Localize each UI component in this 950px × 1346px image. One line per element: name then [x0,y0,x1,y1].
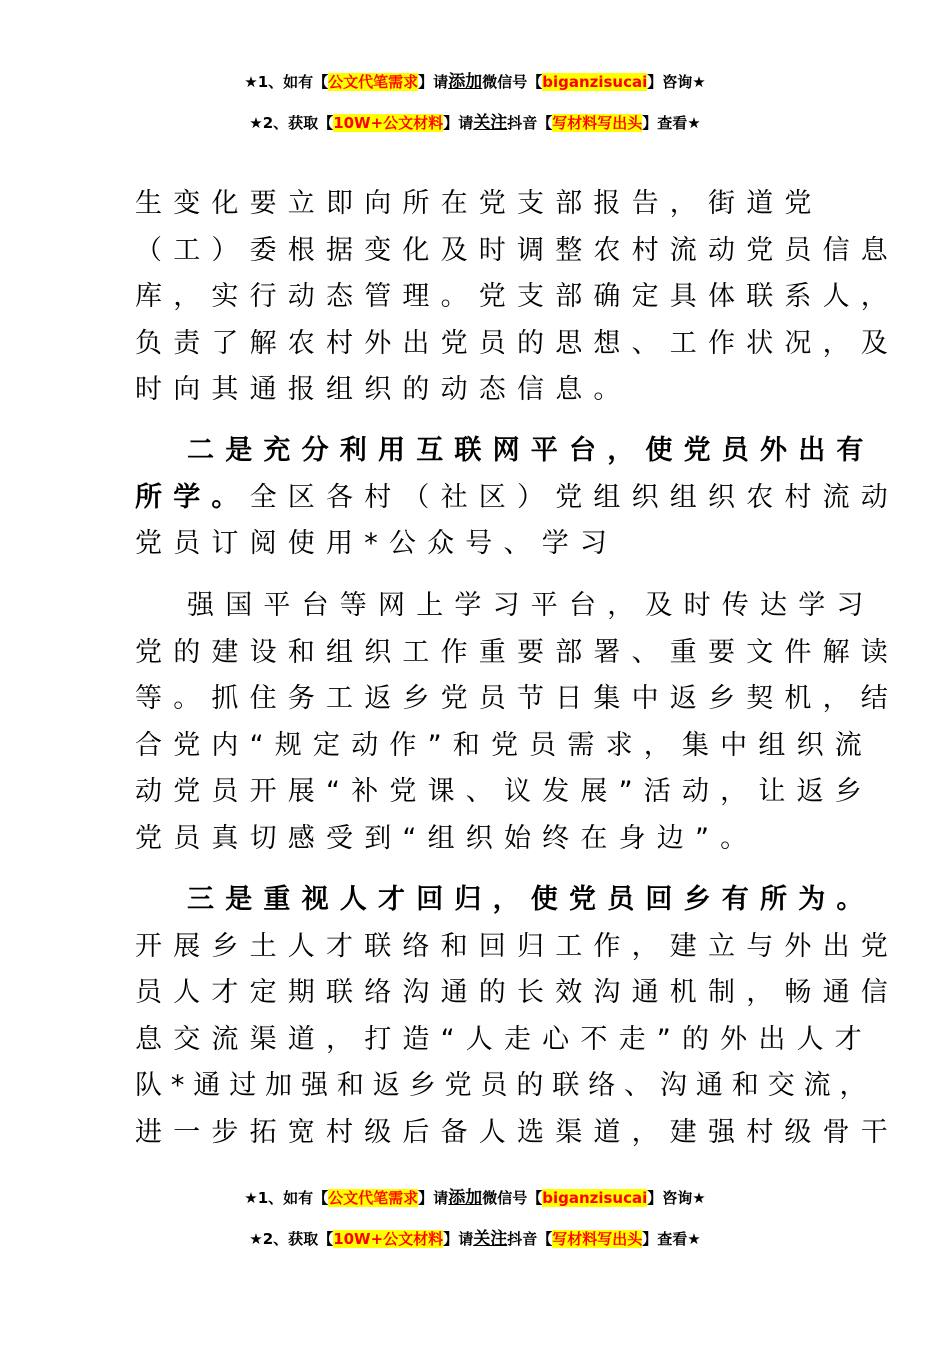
text-line: 等。抓住务工返乡党员节日集中返乡契机，结 [135,683,899,714]
body-paragraph-4 [135,877,899,1156]
text-line: 全区各村（社区）党组织组织农村流动 [249,481,900,513]
promo-text: 抖音【 [507,114,553,132]
body-paragraph-1 [135,181,899,414]
promo-emphasis: 添加 [448,1188,483,1208]
text-line: 队*通过加强和返乡党员的联络、沟通和交流， [135,1070,876,1101]
footer-promo-line-1 [0,1187,950,1209]
text-line: 生变化要立即向所在党支部报告，街道党 [135,188,823,219]
paragraph-heading: 三是重视人才回归，使党员回乡有所为。 [187,884,875,915]
promo-highlight: biganzisucai [542,73,648,91]
promo-text: 抖音【 [507,1230,553,1248]
text-line: 动党员开展“补党课、议发展”活动，让返乡 [135,776,873,807]
paragraph-heading-end: 所学。 [135,481,250,513]
text-line: 强国平台等网上学习平台，及时传达学习 [187,590,875,621]
text-line: 合党内“规定动作”和党员需求，集中组织流 [135,729,873,761]
text-line: 息交流渠道，打造“人走心不走”的外出人才 [135,1023,873,1055]
promo-text: ★2、获取【 [249,1230,334,1248]
text-line: 时向其通报组织的动态信息。 [135,374,632,405]
paragraph-heading: 二是充分利用互联网平台，使党员外出有 [187,435,875,466]
promo-highlight: 公文代笔需求 [328,1189,419,1207]
text-line: 党员订阅使用*公众号、学习 [135,528,619,559]
promo-text: 】查看★ [642,114,701,132]
promo-text: 】请 [418,1189,449,1207]
body-paragraph-3 [135,583,899,862]
text-line: 进一步拓宽村级后备人选渠道，建强村级骨干 [135,1116,899,1148]
promo-text: 】咨询★ [647,73,706,91]
promo-highlight: 公文代笔需求 [328,73,419,91]
promo-emphasis: 关注 [473,1229,508,1249]
promo-text: 】请 [418,73,449,91]
header-promo-line-1 [0,71,950,93]
promo-text: ★2、获取【 [249,114,334,132]
promo-highlight: biganzisucai [542,1189,648,1207]
promo-text: ★1、如有【 [244,1189,329,1207]
text-line: 负责了解农村外出党员的思想、工作状况，及 [135,327,899,359]
promo-emphasis: 关注 [473,113,508,133]
promo-highlight: 写材料写出头 [552,1230,643,1248]
promo-highlight: 10W+公文材料 [333,114,444,132]
body-paragraph-2 [135,428,900,568]
promo-text: 】咨询★ [647,1189,706,1207]
promo-text: 微信号【 [482,73,543,91]
text-line: 党的建设和组织工作重要部署、重要文件解读 [135,636,899,668]
promo-text: ★1、如有【 [244,73,329,91]
promo-highlight: 写材料写出头 [552,114,643,132]
promo-text: 】请 [443,114,474,132]
text-line: 库，实行动态管理。党支部确定具体联系人， [135,281,899,312]
promo-highlight: 10W+公文材料 [333,1230,444,1248]
text-line: 开展乡土人才联络和回归工作，建立与外出党 [135,930,899,962]
promo-emphasis: 添加 [448,72,483,92]
text-line: 员人才定期联络沟通的长效沟通机制，畅通信 [135,977,899,1008]
promo-text: 】查看★ [642,1230,701,1248]
promo-text: 】请 [443,1230,474,1248]
footer-promo-line-2 [0,1228,950,1250]
header-promo-line-2 [0,112,950,134]
promo-text: 微信号【 [482,1189,543,1207]
text-line: （工）委根据变化及时调整农村流动党员信息 [135,234,899,266]
text-line: 党员真切感受到“组织始终在身边”。 [135,822,759,854]
